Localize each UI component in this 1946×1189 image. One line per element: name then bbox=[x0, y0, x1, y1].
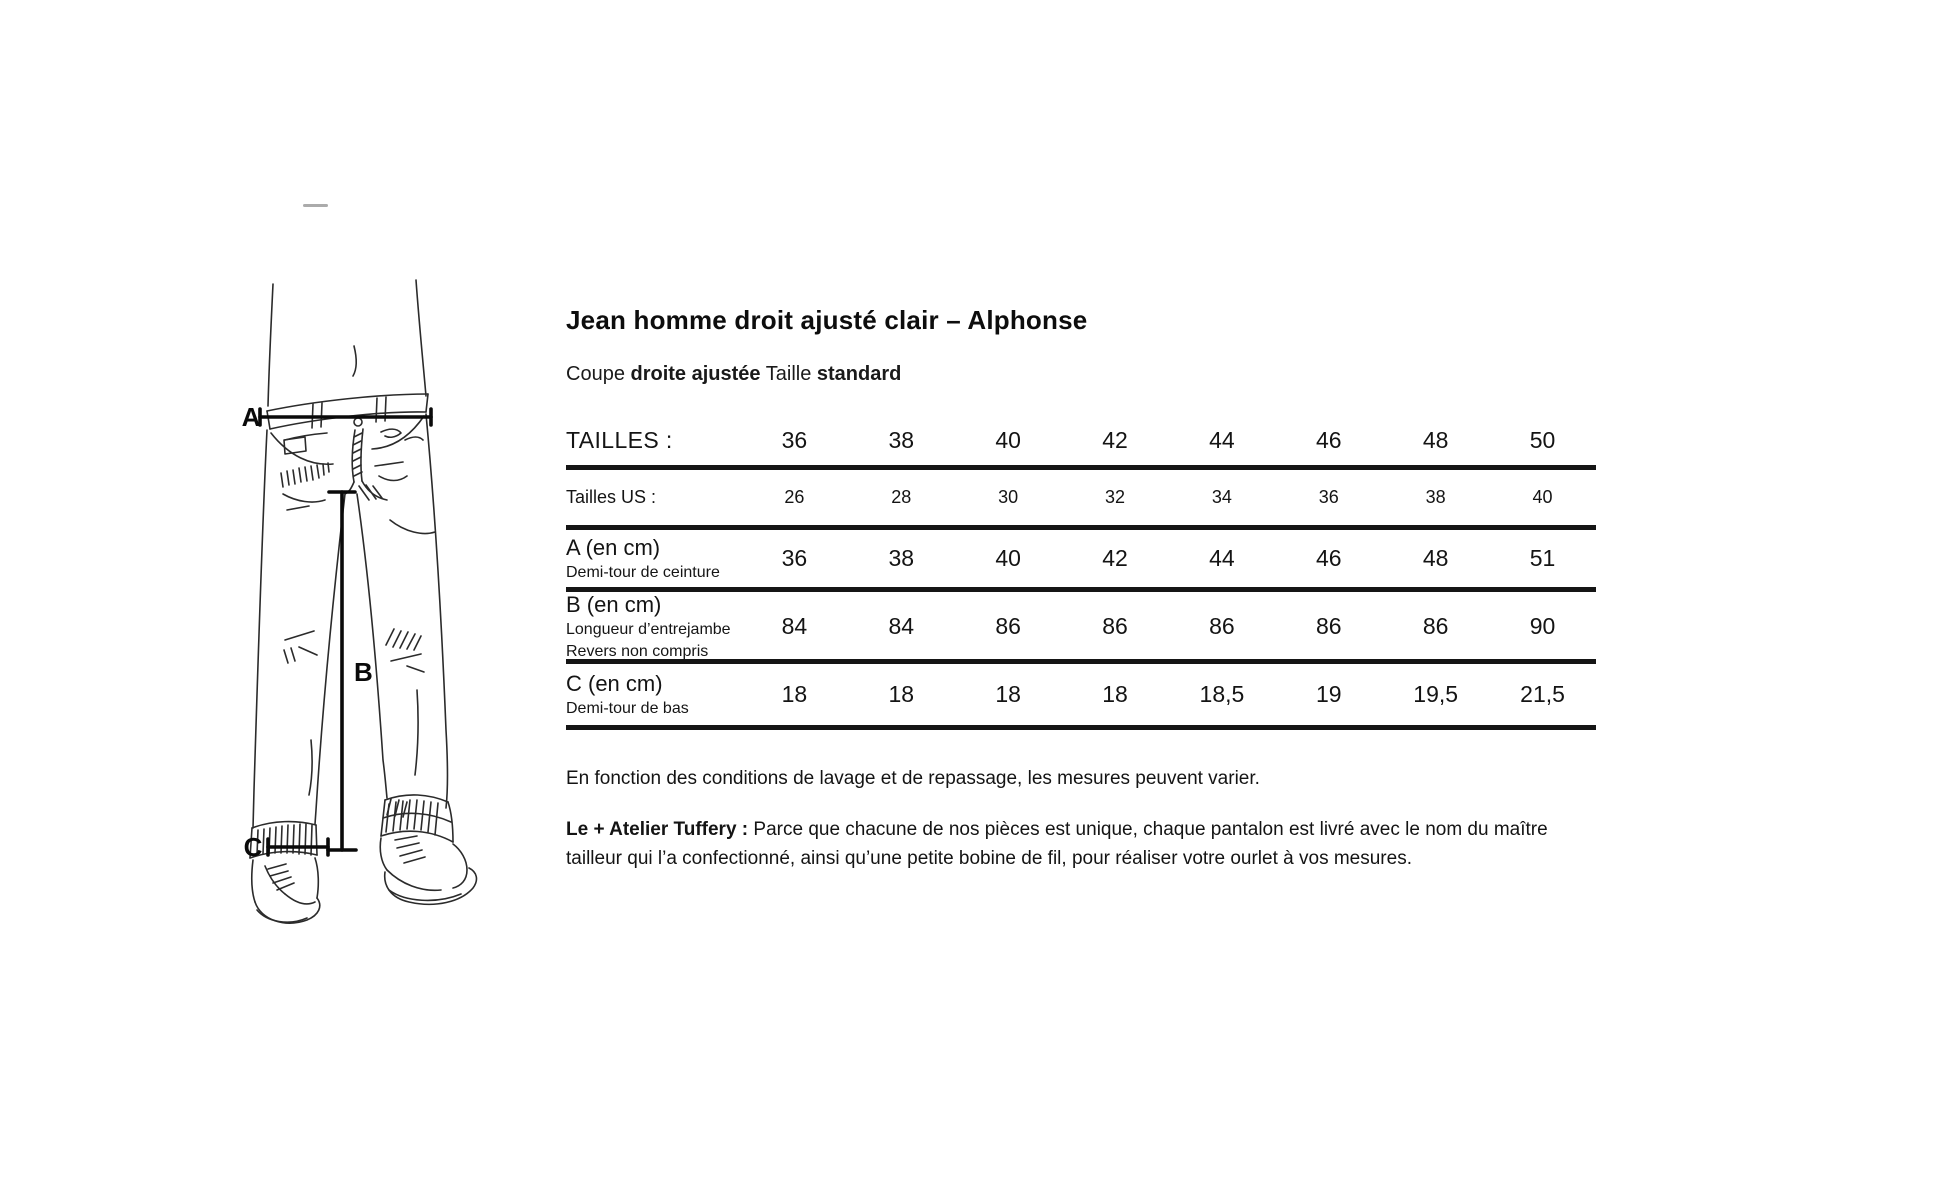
table-cell: 40 bbox=[1532, 487, 1553, 507]
table-row-tailles-us bbox=[566, 470, 1596, 530]
size-guide-content bbox=[566, 305, 1596, 874]
table-cell: 34 bbox=[1211, 487, 1232, 507]
table-cell: 19,5 bbox=[1413, 681, 1459, 707]
table-cell: 86 bbox=[1102, 612, 1128, 639]
table-cell: 21,5 bbox=[1520, 681, 1565, 707]
table-cell: 26 bbox=[784, 487, 805, 507]
size-label: Taille bbox=[765, 363, 812, 385]
atelier-note bbox=[566, 815, 1556, 874]
fit-value: droite ajustée bbox=[630, 363, 761, 385]
table-cell: 36 bbox=[1318, 487, 1339, 507]
table-cell: 38 bbox=[888, 427, 915, 453]
table-cell: 42 bbox=[1102, 545, 1128, 571]
table-cell: 18 bbox=[781, 681, 808, 707]
table-cell: 86 bbox=[995, 612, 1021, 639]
table-cell: 50 bbox=[1529, 427, 1556, 453]
table-cell: 40 bbox=[995, 427, 1021, 453]
table-cell: 38 bbox=[1425, 487, 1446, 507]
table-cell: 42 bbox=[1102, 427, 1128, 453]
table-cell: 46 bbox=[1316, 545, 1342, 571]
jeans-sketch-svg bbox=[165, 270, 525, 930]
row-sublabel: Demi-tour de bas bbox=[566, 700, 689, 718]
table-row-measure-b bbox=[566, 592, 1596, 664]
row-label: C (en cm) bbox=[566, 670, 663, 696]
table-cell: 44 bbox=[1209, 545, 1235, 571]
jeans-measurement-diagram bbox=[165, 270, 525, 930]
table-cell: 51 bbox=[1529, 545, 1556, 571]
table-cell: 86 bbox=[1316, 612, 1342, 639]
measure-label-c: C bbox=[243, 832, 263, 862]
row-sublabel: Revers non compris bbox=[566, 642, 709, 660]
table-cell: 18 bbox=[888, 681, 915, 707]
row-sublabel: Demi-tour de ceinture bbox=[566, 564, 720, 582]
table-cell: 48 bbox=[1422, 545, 1449, 571]
fit-label: Coupe bbox=[566, 363, 625, 385]
table-cell: 28 bbox=[891, 487, 912, 507]
table-row-measure-c bbox=[566, 664, 1596, 730]
table-cell: 40 bbox=[995, 545, 1021, 571]
table-row-tailles bbox=[566, 416, 1596, 470]
fit-subtitle bbox=[566, 363, 1596, 386]
product-title: Jean homme droit ajusté clair – Alphonse bbox=[566, 305, 1088, 335]
table-cell: 46 bbox=[1316, 427, 1342, 453]
table-cell: 84 bbox=[781, 612, 808, 639]
table-cell: 84 bbox=[888, 612, 915, 639]
measure-label-b: B bbox=[354, 657, 373, 687]
jeans-outline bbox=[250, 280, 476, 923]
sketch-stray-mark bbox=[303, 204, 328, 207]
row-sublabel: Longueur d’entrejambe bbox=[566, 621, 731, 639]
table-cell: 19 bbox=[1316, 681, 1342, 707]
row-label: A (en cm) bbox=[566, 534, 661, 560]
size-table bbox=[566, 416, 1596, 730]
atelier-note-lead: Le + Atelier Tuffery : bbox=[566, 819, 749, 840]
table-cell: 18 bbox=[995, 681, 1021, 707]
measure-label-a: A bbox=[241, 402, 261, 432]
size-value: standard bbox=[816, 363, 902, 385]
table-cell: 30 bbox=[998, 487, 1019, 507]
table-cell: 86 bbox=[1209, 612, 1235, 639]
measure-lines bbox=[260, 409, 431, 855]
table-cell: 18,5 bbox=[1199, 681, 1245, 707]
table-row-measure-a bbox=[566, 530, 1596, 592]
table-cell: 44 bbox=[1209, 427, 1235, 453]
table-cell: 36 bbox=[781, 545, 808, 571]
table-cell: 18 bbox=[1102, 681, 1128, 707]
row-label: B (en cm) bbox=[566, 592, 662, 617]
table-cell: 48 bbox=[1422, 427, 1449, 453]
table-cell: 32 bbox=[1105, 487, 1126, 507]
table-cell: 86 bbox=[1422, 612, 1449, 639]
table-cell: 38 bbox=[888, 545, 915, 571]
table-cell: 36 bbox=[781, 427, 808, 453]
row-label: TAILLES : bbox=[566, 426, 673, 453]
row-label: Tailles US : bbox=[566, 486, 657, 507]
measure-line-b bbox=[328, 492, 356, 850]
table-cell: 90 bbox=[1529, 612, 1556, 639]
washing-note: En fonction des conditions de lavage et de repassage, les mesures peuvent varier. bbox=[566, 768, 1260, 789]
atelier-note-body: Parce que chacune de nos pièces est unique, chaque pantalon est livré avec le nom du maître tailleur qui l’a confectionné, ainsi qu’une petite bobine de fil, pour réaliser votre ourlet à vos mesures. bbox=[566, 819, 1548, 870]
